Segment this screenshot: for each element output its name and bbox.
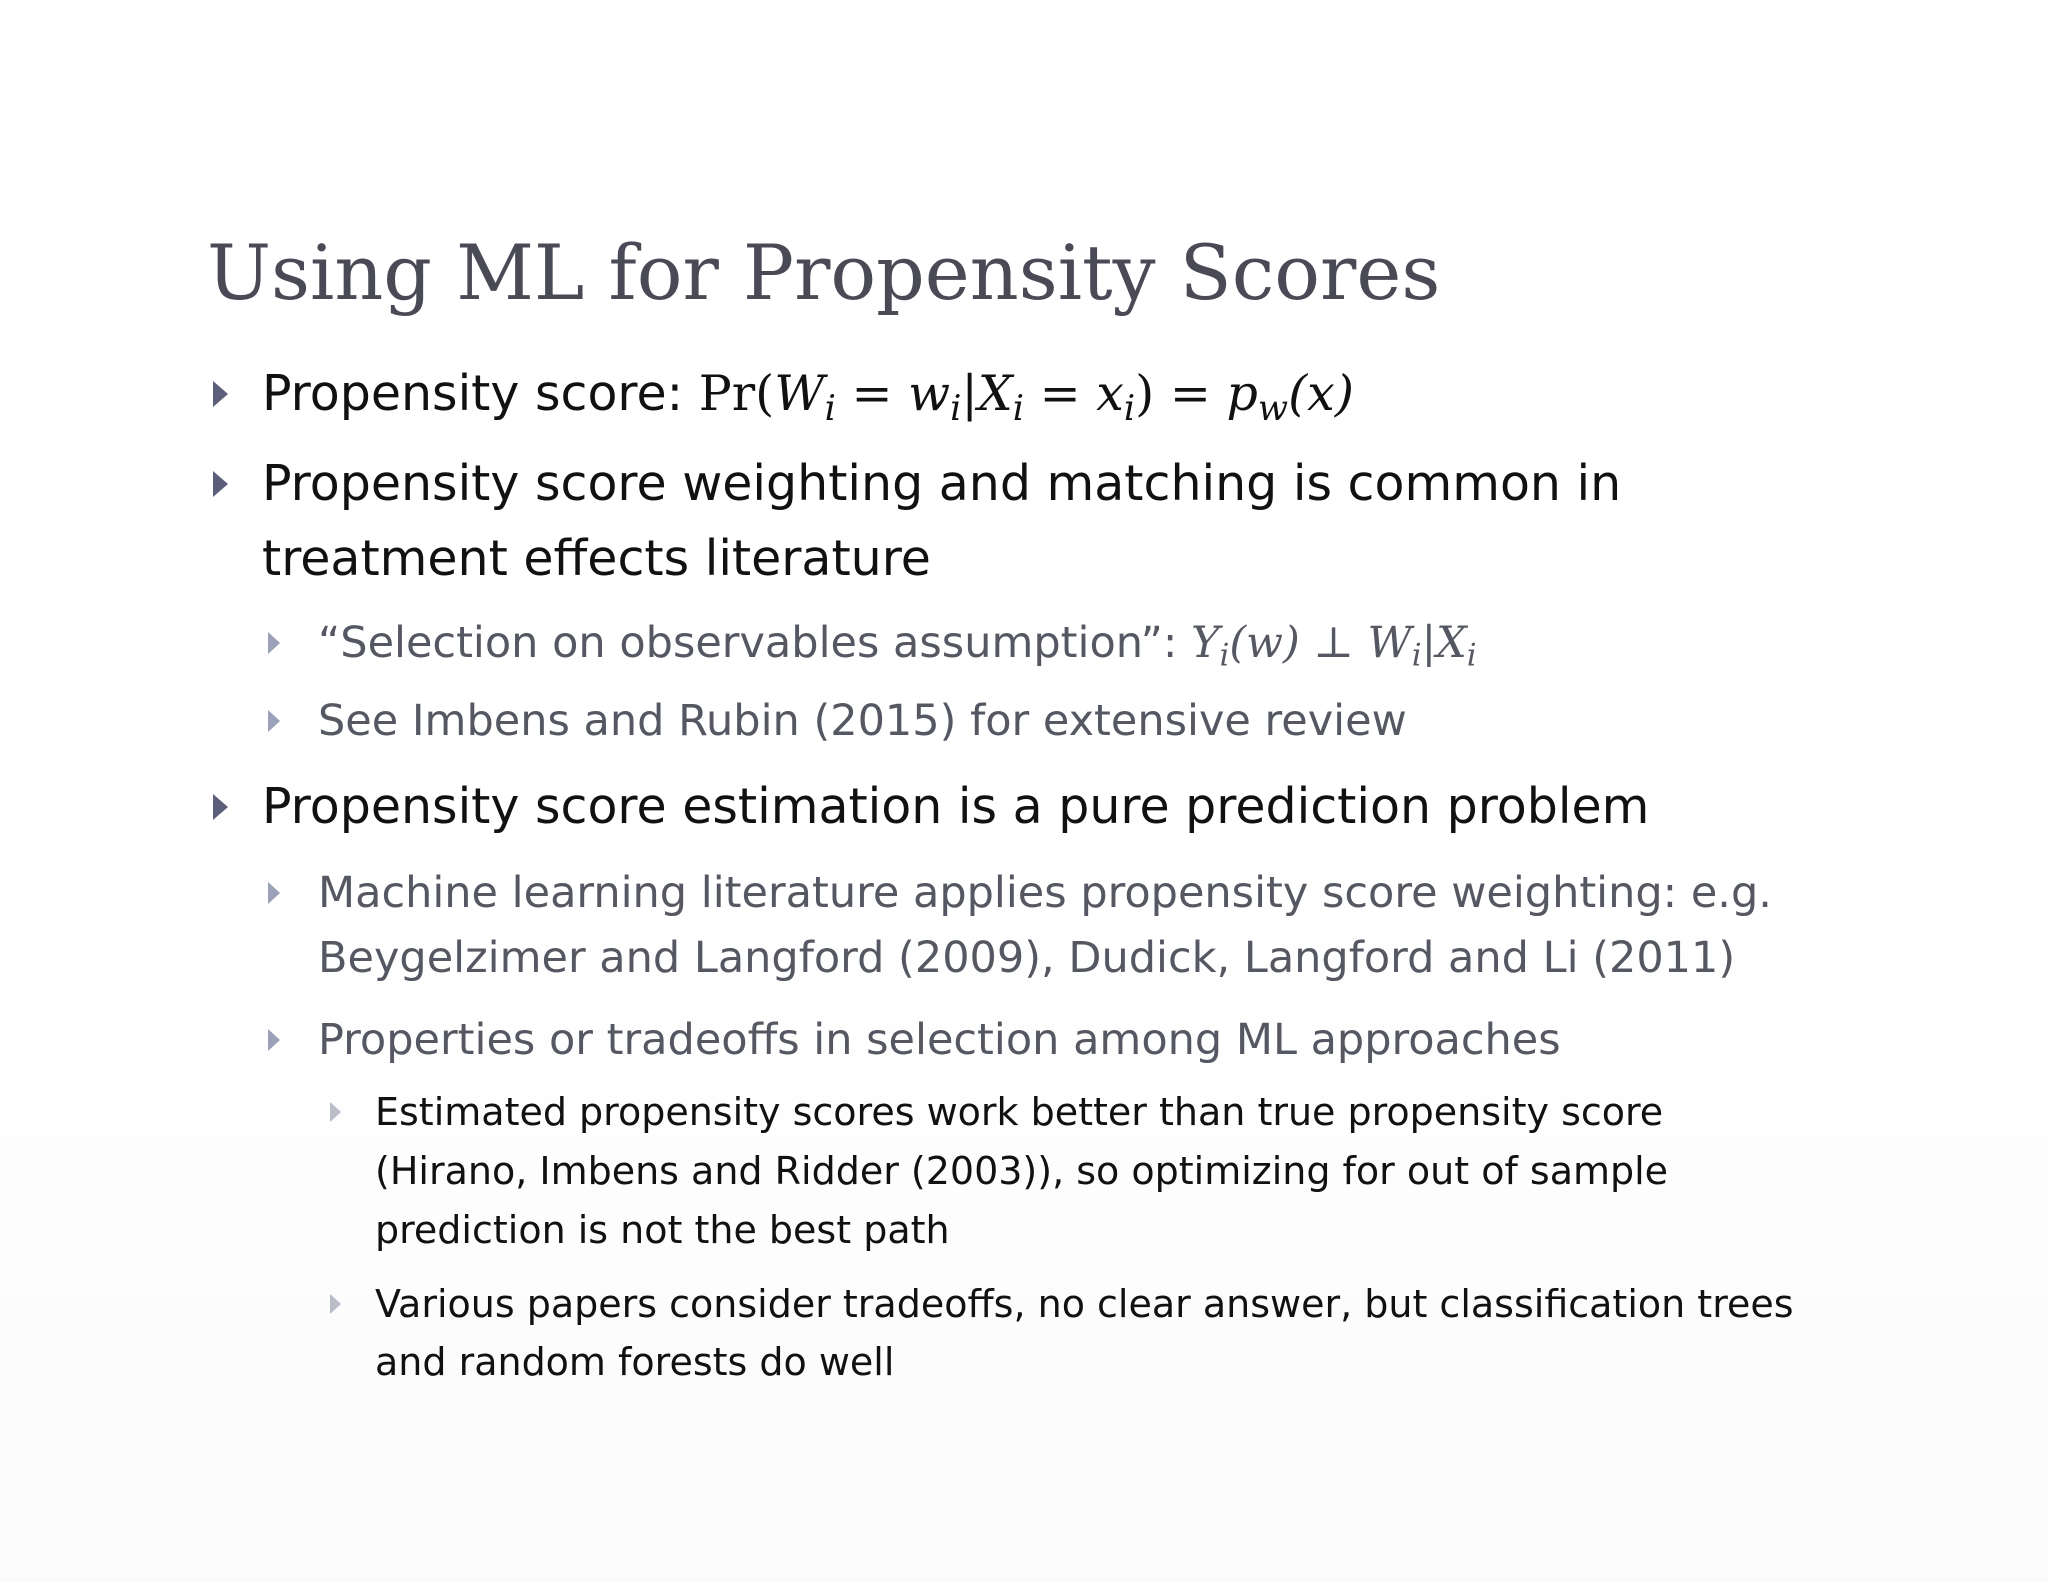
- formula-part: Y: [1191, 618, 1220, 668]
- sub-bullet-label: “Selection on observables assumption”:: [318, 618, 1192, 668]
- sub-bullet-ml-literature-line2: Beygelzimer and Langford (2009), Dudick, Langford and Li (2011): [318, 933, 1736, 983]
- formula-subscript: w: [1257, 387, 1289, 429]
- formula-part: =: [835, 365, 909, 422]
- sub-sub-bullet-marker-icon: [330, 1294, 341, 1314]
- formula-part: w: [908, 365, 951, 422]
- sub-bullet-marker-icon: [268, 632, 280, 654]
- bullet-marker-icon: [213, 794, 228, 820]
- sub-sub-bullet-marker-icon: [330, 1102, 341, 1122]
- sub-sub-bullet-estimated-line3: prediction is not the best path: [375, 1208, 950, 1252]
- formula-part: |X: [1421, 618, 1467, 668]
- formula-subscript: i: [1012, 387, 1025, 429]
- bullet-weighting-line1: Propensity score weighting and matching is common in: [262, 455, 1622, 512]
- formula-part: (w) ⊥ W: [1229, 618, 1412, 668]
- sub-bullet-imbens-rubin: See Imbens and Rubin (2015) for extensive review: [318, 696, 1407, 746]
- formula-subscript: i: [950, 387, 962, 429]
- formula-part: W: [774, 365, 825, 422]
- sub-sub-bullet-estimated-line2: (Hirano, Imbens and Ridder (2003)), so optimizing for out of sample: [375, 1149, 1669, 1193]
- bullet-label: Propensity score:: [262, 365, 699, 422]
- sub-bullet-properties-tradeoffs: Properties or tradeoffs in selection among ML approaches: [318, 1015, 1561, 1065]
- formula-subscript: i: [1123, 387, 1136, 429]
- bullet-propensity-score: [262, 357, 1354, 446]
- sub-bullet-marker-icon: [268, 882, 280, 904]
- formula-part: =: [1024, 365, 1097, 422]
- propensity-formula: [698, 365, 1354, 429]
- sub-sub-bullet-various-line1: Various papers consider tradeoffs, no clear answer, but classification trees: [375, 1282, 1794, 1326]
- formula-subscript: i: [1411, 637, 1422, 674]
- formula-part: (x): [1288, 365, 1354, 422]
- formula-part: ) =: [1135, 365, 1227, 422]
- sub-bullet-marker-icon: [268, 1029, 280, 1051]
- formula-subscript: i: [824, 387, 836, 429]
- formula-part: Pr(: [698, 365, 775, 422]
- bullet-estimation-prediction: Propensity score estimation is a pure prediction problem: [262, 778, 1650, 835]
- bullet-marker-icon: [213, 381, 228, 407]
- slide-title: Using ML for Propensity Scores: [207, 228, 1441, 317]
- sub-sub-bullet-various-line2: and random forests do well: [375, 1340, 895, 1384]
- formula-subscript: i: [1466, 637, 1477, 674]
- formula-subscript: i: [1219, 637, 1230, 674]
- selection-formula: [1191, 618, 1477, 674]
- sub-bullet-ml-literature-line1: Machine learning literature applies propensity score weighting: e.g.: [318, 868, 1772, 918]
- sub-sub-bullet-estimated-line1: Estimated propensity scores work better than true propensity score: [375, 1090, 1664, 1134]
- bullet-marker-icon: [213, 471, 228, 497]
- sub-bullet-marker-icon: [268, 710, 280, 732]
- formula-part: |X: [961, 365, 1013, 422]
- sub-bullet-selection-assumption: [318, 611, 1477, 688]
- formula-part: x: [1096, 365, 1124, 422]
- formula-part: p: [1226, 365, 1258, 422]
- bullet-weighting-line2: treatment effects literature: [262, 530, 931, 587]
